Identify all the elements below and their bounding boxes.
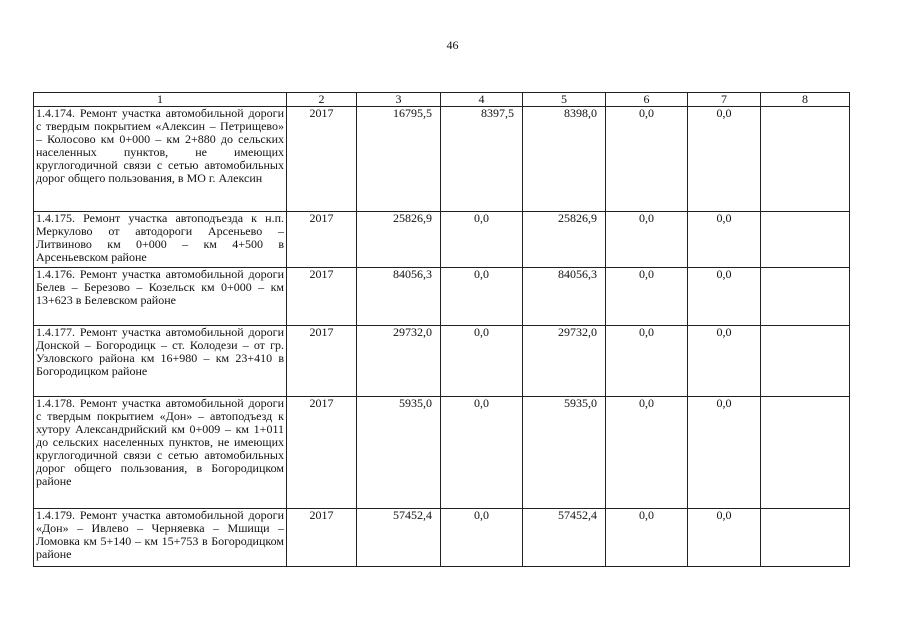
value-cell: 0,0 [688, 212, 761, 268]
value-cell: 25826,9 [357, 212, 441, 268]
value-cell [761, 326, 850, 397]
year-cell: 2017 [287, 397, 357, 509]
value-cell: 0,0 [688, 326, 761, 397]
value-cell: 0,0 [688, 397, 761, 509]
column-header: 3 [357, 93, 441, 107]
value-cell: 25826,9 [523, 212, 606, 268]
table-row [34, 107, 850, 212]
column-header: 8 [761, 93, 850, 107]
column-header: 5 [523, 93, 606, 107]
value-cell: 0,0 [441, 397, 523, 509]
value-cell [761, 107, 850, 212]
value-cell: 29732,0 [357, 326, 441, 397]
header-row [34, 93, 850, 107]
value-cell: 0,0 [606, 268, 688, 326]
value-cell: 0,0 [688, 107, 761, 212]
value-cell [761, 268, 850, 326]
item-name-cell: 1.4.176. Ремонт участка автомобильной дороги Белев – Березово – Козельск км 0+000 – км 13+623 в Белевском районе [34, 268, 287, 326]
value-cell: 0,0 [606, 212, 688, 268]
value-cell: 0,0 [441, 326, 523, 397]
value-cell: 0,0 [688, 509, 761, 567]
value-cell: 0,0 [441, 268, 523, 326]
value-cell: 16795,5 [357, 107, 441, 212]
value-cell: 0,0 [606, 107, 688, 212]
year-cell: 2017 [287, 268, 357, 326]
year-cell: 2017 [287, 509, 357, 567]
year-cell: 2017 [287, 107, 357, 212]
table-row [34, 509, 850, 567]
column-header: 4 [441, 93, 523, 107]
item-name-cell: 1.4.178. Ремонт участка автомобильной дороги с твердым покрытием «Дон» – автоподъезд к хутору Александрийский км 0+009 – км 1+011 до сельских населенных пунктов, не имеющих круглогодичной связи с сетью автомобильных дорог общего пользования, в Богородицком районе [34, 397, 287, 509]
value-cell: 5935,0 [357, 397, 441, 509]
table-row [34, 397, 850, 509]
column-header: 6 [606, 93, 688, 107]
value-cell: 8398,0 [523, 107, 606, 212]
value-cell [761, 212, 850, 268]
table-row [34, 268, 850, 326]
item-name-cell: 1.4.177. Ремонт участка автомобильной дороги Донской – Богородицк – ст. Колодези – от гр. Узловского района км 16+980 – км 23+410 в Богородицком районе [34, 326, 287, 397]
table-row [34, 326, 850, 397]
column-header: 1 [34, 93, 287, 107]
value-cell: 8397,5 [441, 107, 523, 212]
column-header: 7 [688, 93, 761, 107]
value-cell: 0,0 [441, 509, 523, 567]
value-cell: 0,0 [688, 268, 761, 326]
value-cell: 57452,4 [357, 509, 441, 567]
data-table [33, 92, 850, 567]
value-cell: 0,0 [606, 326, 688, 397]
year-cell: 2017 [287, 326, 357, 397]
year-cell: 2017 [287, 212, 357, 268]
value-cell: 29732,0 [523, 326, 606, 397]
table-row [34, 212, 850, 268]
value-cell: 84056,3 [357, 268, 441, 326]
value-cell: 57452,4 [523, 509, 606, 567]
value-cell [761, 509, 850, 567]
page-number: 46 [446, 38, 459, 52]
value-cell: 0,0 [606, 397, 688, 509]
item-name-cell: 1.4.174. Ремонт участка автомобильной дороги с твердым покрытием «Алексин – Петрищево» – Колосово км 0+000 – км 2+880 до сельских населенных пунктов, не имеющих круглогодичной связи с сетью автомобильных дорог общего пользования, в МО г. Алексин [34, 107, 287, 212]
value-cell: 0,0 [441, 212, 523, 268]
value-cell: 84056,3 [523, 268, 606, 326]
column-header: 2 [287, 93, 357, 107]
value-cell: 0,0 [606, 509, 688, 567]
value-cell: 5935,0 [523, 397, 606, 509]
value-cell [761, 397, 850, 509]
item-name-cell: 1.4.179. Ремонт участка автомобильной дороги «Дон» – Ивлево – Черняевка – Мшищи – Ломовка км 5+140 – км 15+753 в Богородицком районе [34, 509, 287, 567]
item-name-cell: 1.4.175. Ремонт участка автоподъезда к н.п. Меркулово от автодороги Арсеньево – Литвиново км 0+000 – км 4+500 в Арсеньевском районе [34, 212, 287, 268]
